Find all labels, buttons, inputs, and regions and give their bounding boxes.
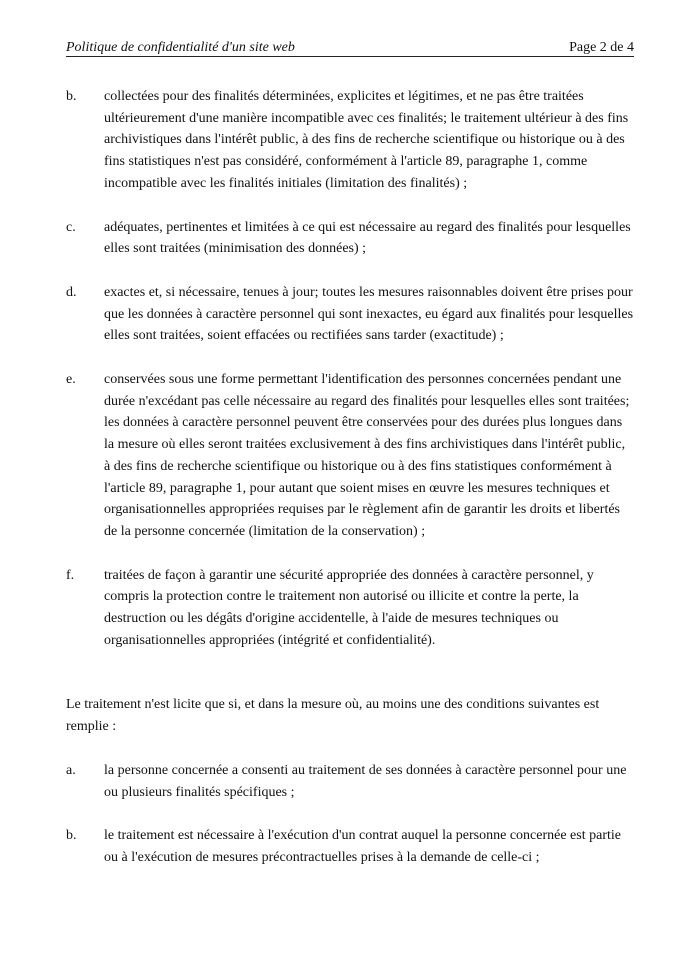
principle-item-e bbox=[66, 369, 634, 543]
item-letter: c. bbox=[66, 219, 76, 235]
principle-item-f bbox=[66, 565, 634, 652]
item-letter: b. bbox=[66, 89, 77, 104]
item-letter: f. bbox=[66, 567, 75, 583]
item-letter: b. bbox=[66, 828, 77, 844]
condition-item-b bbox=[66, 825, 634, 868]
item-letter: e. bbox=[66, 372, 76, 388]
item-letter: d. bbox=[66, 284, 77, 300]
item-letter: a. bbox=[66, 762, 76, 778]
lawfulness-intro: Le traitement n'est licite que si, et dans la mesure où, au moins une des conditions suivantes est remplie : bbox=[66, 697, 600, 735]
principle-item-b bbox=[66, 86, 634, 195]
principle-item-d bbox=[66, 282, 634, 347]
item-text: la personne concernée a consenti au traitement de ses données à caractère personnel pour une ou plusieurs finalités spécifiques ; bbox=[104, 762, 627, 800]
document-body bbox=[66, 86, 634, 869]
item-text: conservées sous une forme permettant l'identification des personnes concernées pendant une durée n'excédant pas celle nécessaire au regard des finalités pour lesquelles elles sont traitées; les données à caractère personnel peuvent être conservées pour des durées plus longues dans la mesure où elles seront traitées exclusivement à des fins archivistiques dans l'intérêt public, à des fins de recherche scientifique ou historique ou à des fins statistiques conformément à l'article 89, paragraphe 1, pour autant que soient mises en œuvre les mesures techniques et organisationnelles appropriées requises par le règlement afin de garantir les droits et libertés de la personne concernée (limitation de la conservation) ; bbox=[104, 372, 630, 539]
page-number: Page 2 de 4 bbox=[569, 40, 634, 55]
item-text: adéquates, pertinentes et limitées à ce qui est nécessaire au regard des finalités pour lesquelles elles sont traitées (minimisation des données) ; bbox=[104, 219, 631, 257]
document-title: Politique de confidentialité d'un site web bbox=[66, 40, 295, 55]
page-header bbox=[66, 40, 634, 57]
item-text: le traitement est nécessaire à l'exécution d'un contrat auquel la personne concernée est partie ou à l'exécution de mesures précontractuelles prises à la demande de celle-ci ; bbox=[104, 828, 621, 865]
condition-item-a bbox=[66, 760, 634, 803]
item-text: exactes et, si nécessaire, tenues à jour; toutes les mesures raisonnables doivent être prises pour que les données à caractère personnel qui sont inexactes, eu égard aux finalités pour lesquelles elles sont traitées, soient effacées ou rectifiées sans tarder (exactitude) ; bbox=[104, 284, 634, 344]
item-text: traitées de façon à garantir une sécurité appropriée des données à caractère personnel, y compris la protection contre le traitement non autorisé ou illicite et contre la perte, la destruction ou les dégâts d'origine accidentelle, à l'aide de mesures techniques ou organisationnelles appropriées (intégrité et confidentialité). bbox=[104, 567, 594, 648]
item-text: collectées pour des finalités déterminées, explicites et légitimes, et ne pas être traitées ultérieurement d'une manière incompatible avec ces finalités; le traitement ultérieur à des fins archivistiques dans l'intérêt public, à des fins de recherche scientifique ou historique ou à des fins statistiques n'est pas considéré, conformément à l'article 89, paragraphe 1, comme incompatible avec les finalités initiales (limitation des finalités) ; bbox=[104, 89, 629, 191]
principle-item-c bbox=[66, 217, 634, 260]
